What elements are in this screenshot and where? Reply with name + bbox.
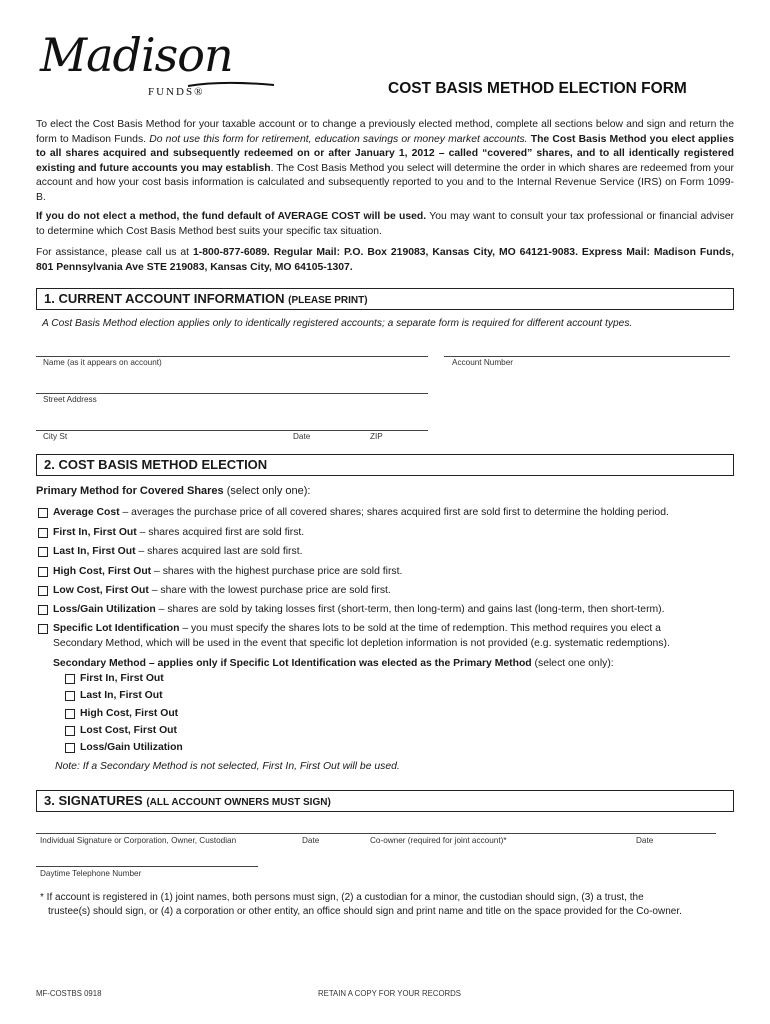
checkbox[interactable]	[38, 508, 48, 518]
section-2-title: 2. COST BASIS METHOD ELECTION	[44, 457, 268, 472]
checkbox[interactable]	[38, 547, 48, 557]
signature-date-label: Date	[302, 836, 320, 845]
primary-option-low-cost[interactable]: Low Cost, First Out – share with the lowest purchase price are sold first.	[38, 585, 391, 596]
primary-option-specific-lot[interactable]: Specific Lot Identification – you must specify the shares lots to be sold at the time of redemption. This method requires you elect a	[38, 623, 661, 634]
intro-paragraph-3: For assistance, please call us at 1-800-877-6089. Regular Mail: P.O. Box 219083, Kansas City, MO 64121-9083. Express Mail: Madison Funds, 801 Pennsylvania Ave STE 219083, Kansas City, MO 64105-1307.	[36, 247, 734, 273]
name-field-label: Name (as it appears on account)	[43, 358, 162, 367]
checkbox[interactable]	[38, 567, 48, 577]
section-3-subtitle: (ALL ACCOUNT OWNERS MUST SIGN)	[146, 797, 331, 808]
name-field[interactable]	[36, 356, 428, 357]
section-3-header	[36, 790, 734, 812]
checkbox[interactable]	[65, 674, 75, 684]
primary-option-lifo[interactable]: Last In, First Out – shares acquired last are sold first.	[38, 546, 302, 557]
specific-lot-line-2: Secondary Method, which will be used in the event that specific lot depletion information is not provided (e.g. systematic redemptions).	[53, 638, 670, 649]
daytime-phone-field[interactable]	[36, 866, 258, 867]
coowner-date-label: Date	[636, 836, 654, 845]
primary-option-loss-gain[interactable]: Loss/Gain Utilization – shares are sold by taking losses first (short-term, then long-term) and gains last (long-term, then short-term).	[38, 604, 665, 615]
checkbox[interactable]	[65, 743, 75, 753]
form-code: MF-COSTBS 0918	[36, 989, 102, 998]
street-address-field[interactable]	[36, 393, 428, 394]
secondary-option-fifo[interactable]: First In, First Out	[65, 673, 164, 684]
zip-label: ZIP	[370, 432, 383, 441]
signature-label: Individual Signature or Corporation, Owner, Custodian	[40, 836, 237, 845]
section-1-note: A Cost Basis Method election applies only to identically registered accounts; a separate form is required for different account types.	[42, 318, 633, 329]
checkbox[interactable]	[38, 605, 48, 615]
checkbox[interactable]	[65, 726, 75, 736]
checkbox[interactable]	[38, 586, 48, 596]
intro-paragraph-1: To elect the Cost Basis Method for your taxable account or to change a previously elected method, complete all sections below and sign and return the form to Madison Funds. Do not use this form for retirement, education savings or money market accounts. The Cost Basis Method you elect applies to all shares acquired and subsequently redeemed on or after January 1, 2012 – called “covered” shares, and to all identically registered existing and future accounts you may establish. The Cost Basis Method you select will determine the order in which shares are redeemed from your account and how your cost basis information is calculated and subsequently reported to you and to the Internal Revenue Service (IRS) on Form 1099-B.	[36, 119, 734, 203]
signature-footnote: * If account is registered in (1) joint names, both persons must sign, (2) a custodian for a minor, the custodian should sign, (3) a trust, the trustee(s) should sign, or (4) a corporation or other entity, an office should sign and print name and title on the space provided for the Co-owner.	[40, 892, 682, 917]
section-2-header	[36, 454, 734, 476]
coowner-label: Co-owner (required for joint account)*	[370, 836, 507, 845]
logo	[36, 22, 246, 102]
date-label: Date	[293, 432, 311, 441]
checkbox[interactable]	[38, 624, 48, 634]
section-1-subtitle: (PLEASE PRINT)	[288, 295, 368, 306]
city-label: City St	[43, 432, 68, 441]
section-3-title: 3. SIGNATURES	[44, 793, 143, 808]
secondary-option-lost-cost[interactable]: Lost Cost, First Out	[65, 725, 177, 736]
checkbox[interactable]	[38, 528, 48, 538]
retain-copy-note: RETAIN A COPY FOR YOUR RECORDS	[318, 989, 461, 998]
secondary-option-loss-gain[interactable]: Loss/Gain Utilization	[65, 742, 183, 753]
secondary-option-lifo[interactable]: Last In, First Out	[65, 690, 163, 701]
intro-paragraph-2: If you do not elect a method, the fund default of AVERAGE COST will be used. You may want to consult your tax professional or financial adviser to determine which Cost Basis Method best suits your specific tax situation.	[36, 211, 734, 237]
checkbox[interactable]	[65, 709, 75, 719]
checkbox[interactable]	[65, 691, 75, 701]
primary-option-fifo[interactable]: First In, First Out – shares acquired first are sold first.	[38, 527, 304, 538]
logo-funds: FUNDS®	[148, 86, 205, 98]
primary-option-high-cost[interactable]: High Cost, First Out – shares with the highest purchase price are sold first.	[38, 566, 402, 577]
primary-method-heading: Primary Method for Covered Shares (select only one):	[36, 485, 311, 497]
daytime-phone-label: Daytime Telephone Number	[40, 869, 142, 878]
section-1-header	[36, 288, 734, 310]
logo-wordmark: Madison	[40, 28, 233, 82]
account-number-label: Account Number	[452, 358, 513, 367]
signature-field[interactable]	[36, 833, 716, 834]
section-1-title: 1. CURRENT ACCOUNT INFORMATION	[44, 291, 285, 306]
city-state-zip-field[interactable]	[36, 430, 428, 431]
secondary-method-note: Note: If a Secondary Method is not selected, First In, First Out will be used.	[55, 761, 400, 772]
account-number-field[interactable]	[444, 356, 730, 357]
page-title: COST BASIS METHOD ELECTION FORM	[388, 80, 687, 97]
secondary-method-heading: Secondary Method – applies only if Specific Lot Identification was elected as the Primary Method (select one only):	[53, 658, 614, 669]
primary-option-average-cost[interactable]: Average Cost – averages the purchase price of all covered shares; shares acquired first are sold first to determine the holding period.	[38, 507, 669, 518]
street-address-label: Street Address	[43, 395, 97, 404]
secondary-option-high-cost[interactable]: High Cost, First Out	[65, 708, 178, 719]
